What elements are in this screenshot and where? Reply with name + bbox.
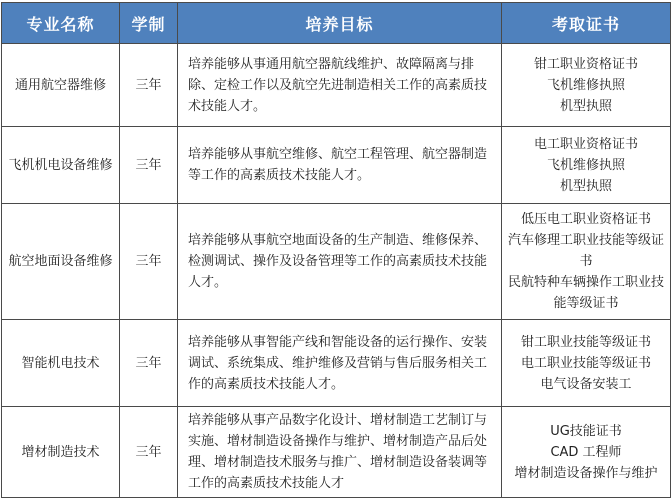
major-name: 增材制造技术	[2, 407, 120, 498]
training-goal: 培养能够从事航空地面设备的生产制造、维修保养、检测调试、操作及设备管理等工作的高素质技术技能人才。	[178, 204, 502, 320]
duration: 三年	[120, 127, 178, 204]
header-goal: 培养目标	[178, 3, 502, 44]
major-name: 智能机电技术	[2, 320, 120, 407]
certificate-item: 民航特种车辆操作工职业技能等级证书	[507, 275, 664, 311]
certificate-item: 钳工职业技能等级证书	[520, 334, 651, 350]
certificates	[502, 44, 671, 127]
duration: 三年	[120, 407, 178, 498]
training-goal: 培养能够从事产品数字化设计、增材制造工艺制订与实施、增材制造设备操作与维护、增材制造产品后处理、增材制造技术服务与推广、增材制造设备装调等工作的高素质技术技能人才	[178, 407, 502, 498]
table-row	[2, 44, 671, 127]
certificate-item: CAD 工程师	[550, 444, 622, 460]
certificate-item: 低压电工职业资格证书	[520, 212, 651, 227]
certificate-item: 汽车修理工职业技能等级证书	[507, 233, 664, 269]
major-name: 航空地面设备维修	[2, 204, 120, 320]
certificates	[502, 407, 671, 498]
major-name: 飞机机电设备维修	[2, 127, 120, 204]
table-row	[2, 127, 671, 204]
certificate-item: 飞机维修执照	[546, 157, 625, 173]
certificate-item: 电工职业资格证书	[533, 136, 638, 152]
certificates	[502, 320, 671, 407]
table-row	[2, 407, 671, 498]
certificate-item: 飞机维修执照	[546, 77, 625, 93]
certificate-item: 钳工职业资格证书	[533, 56, 638, 72]
certificate-item: 增材制造设备操作与维护	[514, 465, 658, 481]
certificate-item: 机型执照	[559, 178, 612, 194]
certificate-item: 电工职业技能等级证书	[520, 355, 651, 371]
certificate-item: 机型执照	[559, 98, 612, 114]
duration: 三年	[120, 204, 178, 320]
certificate-item: 电气设备安装工	[540, 376, 632, 392]
duration: 三年	[120, 44, 178, 127]
training-goal: 培养能够从事智能产线和智能设备的运行操作、安装调试、系统集成、维护维修及营销与售后服务相关工作的高素质技术技能人才。	[178, 320, 502, 407]
header-major: 专业名称	[2, 3, 120, 44]
training-goal: 培养能够从事航空维修、航空工程管理、航空器制造等工作的高素质技术技能人才。	[178, 127, 502, 204]
certificate-item: UG技能证书	[550, 423, 622, 439]
header-certificates: 考取证书	[502, 3, 671, 44]
major-name: 通用航空器维修	[2, 44, 120, 127]
training-goal: 培养能够从事通用航空器航线维护、故障隔离与排除、定检工作以及航空先进制造相关工作的高素质技术技能人才。	[178, 44, 502, 127]
header-duration: 学制	[120, 3, 178, 44]
table-row	[2, 204, 671, 320]
table-header-row	[2, 3, 671, 44]
table-row	[2, 320, 671, 407]
certificates	[502, 127, 671, 204]
duration: 三年	[120, 320, 178, 407]
certificates	[502, 204, 671, 320]
programs-table	[1, 2, 671, 498]
